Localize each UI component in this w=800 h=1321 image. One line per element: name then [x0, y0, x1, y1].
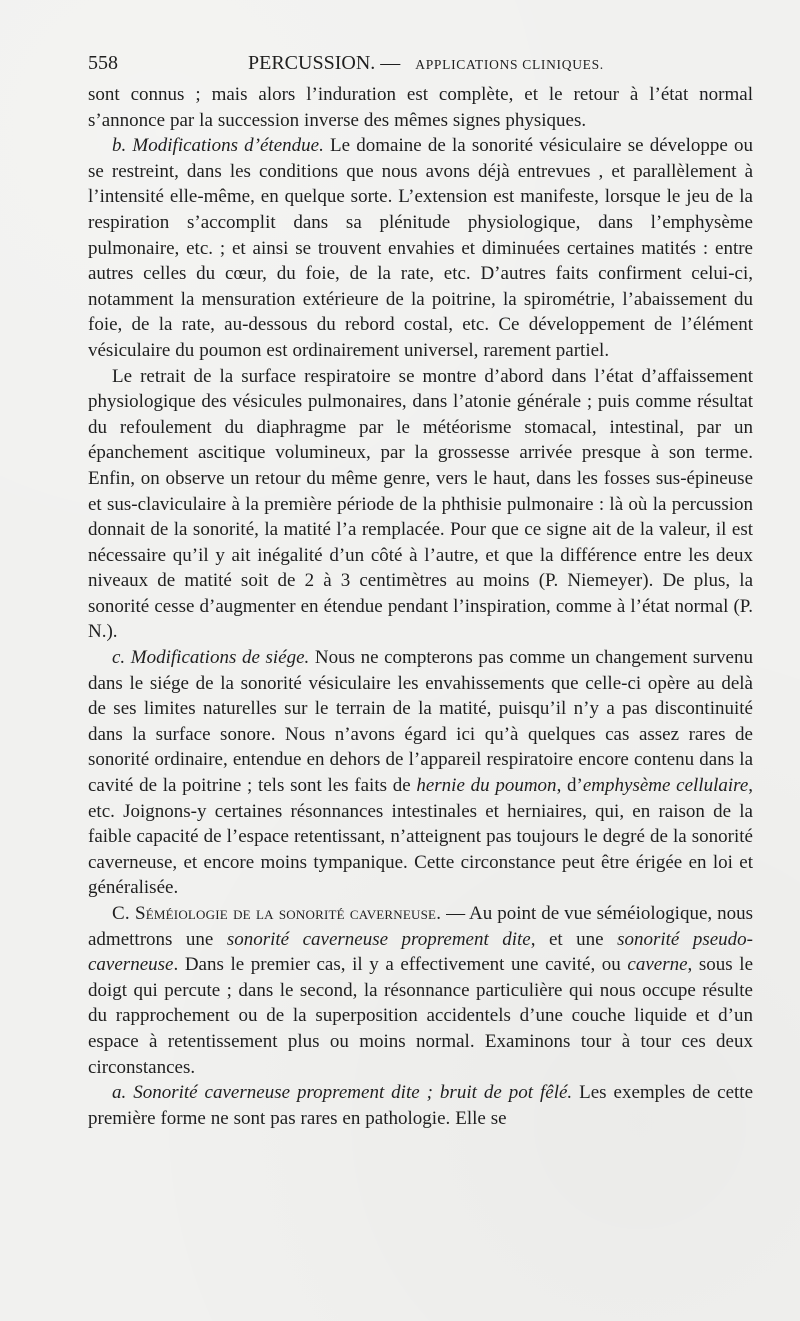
paragraph-text: , d’: [556, 775, 583, 797]
paragraph-text: sont connus ; mais alors l’induration est complète, et le retour à l’état normal s’annonce par la succession inverse des mêmes signes physiques.: [88, 84, 753, 131]
paragraph-modifications-siege: [88, 645, 753, 901]
paragraph-sonorite-caverneuse: [88, 1080, 753, 1131]
paragraph-text: , et une: [530, 928, 618, 950]
italic-term: sonorité caverneuse proprement dite: [226, 928, 531, 950]
body-text: [88, 82, 753, 1131]
running-head-separator: —: [380, 52, 401, 74]
paragraph-text: , etc. Joignons-y certaines résonnances intestinales et herniaires, qui, en raison de la faible capacité de l’espace retentissant, n’atteignent pas toujours le degré de la sonorité caverneuse, et encore moins tympanique. Cette circonstance peut être érigée en loi et généralisée.: [88, 775, 753, 899]
paragraph-text: Le retrait de la surface respiratoire se montre d’abord dans l’état d’affaissement physiologique des vésicules pulmonaires, dans l’atonie générale ; puis comme résultat du refoulement du diaphragme par le météorisme stomacal, intestinal, par un épanchement ascitique volumineux, par la grossesse arrivée presque à son terme. Enfin, on observe un retour du même genre, vers le haut, dans les fosses sus-épineuse et sus-claviculaire à la première période de la phthisie pulmonaire : là où la percussion donnait de la sonorité, la matité l’a remplacée. Pour que ce signe ait de la valeur, il est nécessaire qu’il y ait inégalité d’un côté à l’autre, et que la différence entre les deux niveaux de matité soit de 2 à 3 centimètres au moins (P. Niemeyer). De plus, la sonorité cesse d’augmenter en étendue pendant l’inspiration, comme à l’état normal (P. N.).: [88, 365, 753, 643]
paragraph-modifications-etendue: [88, 133, 753, 363]
page-number: 558: [88, 52, 118, 74]
paragraph-text: Nous ne compterons pas comme un changement survenu dans le siége de la sonorité vésiculaire les envahissements que celle-ci opère au delà de ses limites naturelles sur le terrain de la matité, puisqu’il n’y a pas discontinuité dans la surface sonore. Nous n’avons égard ici qu’à quelques cas assez rares de sonorité ordinaire, entendue en dehors de l’appareil respiratoire encore contenu dans la cavité de la poitrine ; tels sont les faits de: [88, 647, 753, 797]
italic-term: caverne: [627, 954, 688, 976]
paragraph-continuation: [88, 82, 753, 133]
paragraph-text: , sous le doigt qui percute ; dans le second, la résonnance particulière qui nous occupe résulte du rapprochement ou de la superposition accidentels d’une couche liquide et d’un espace à retentissement plus ou moins normal. Examinons tour à tour ces deux circonstances.: [88, 954, 753, 1078]
paragraph-text: Les exemples de cette première forme ne sont pas rares en pathologie. Elle se: [88, 1082, 753, 1129]
running-head-title: PERCUSSION.: [248, 52, 376, 74]
paragraph-retrait-surface: [88, 364, 753, 646]
section-heading: c. Modifications de siége.: [112, 647, 310, 669]
paragraph-text: Le domaine de la sonorité vésiculaire se développe ou se restreint, dans les conditions que nous avons déjà entrevues , et parallèlement à l’intensité elle-même, en quelque sorte. L’extension est manifeste, lorsque le jeu de la respiration s’accomplit dans sa plénitude physiologique, dans l’emphysème pulmonaire, etc. ; et ainsi se trouvent envahies et diminuées certaines matités : entre autres celles du cœur, du foie, de la rate, etc. D’autres faits confirment celui-ci, notamment la mensuration extérieure de la poitrine, la spirométrie, l’abaissement du foie, de la rate, au-dessous du rebord costal, etc. Ce développement de l’élément vésiculaire du poumon est ordinairement universel, rarement partiel.: [88, 135, 753, 361]
paragraph-text: . Dans le premier cas, il y a effectivement une cavité, ou: [173, 954, 628, 976]
paragraph-semeiologie: [88, 901, 753, 1080]
running-head-subtitle: APPLICATIONS CLINIQUES.: [415, 57, 604, 72]
section-heading: a. Sonorité caverneuse proprement dite ; bruit de pot fêlé.: [112, 1082, 573, 1104]
italic-term: sonorité pseudo-caverneuse: [88, 928, 753, 976]
page-header: [88, 48, 753, 78]
paragraph-text: — Au point de vue séméiologique, nous admettrons une: [88, 903, 754, 950]
section-heading: C. Séméiologie de la sonorité caverneuse.: [112, 903, 442, 924]
italic-term: emphysème cellulaire: [582, 775, 749, 797]
italic-term: hernie du poumon: [416, 775, 557, 797]
section-heading: b. Modifications d’étendue.: [112, 135, 324, 157]
running-head: [248, 48, 604, 80]
